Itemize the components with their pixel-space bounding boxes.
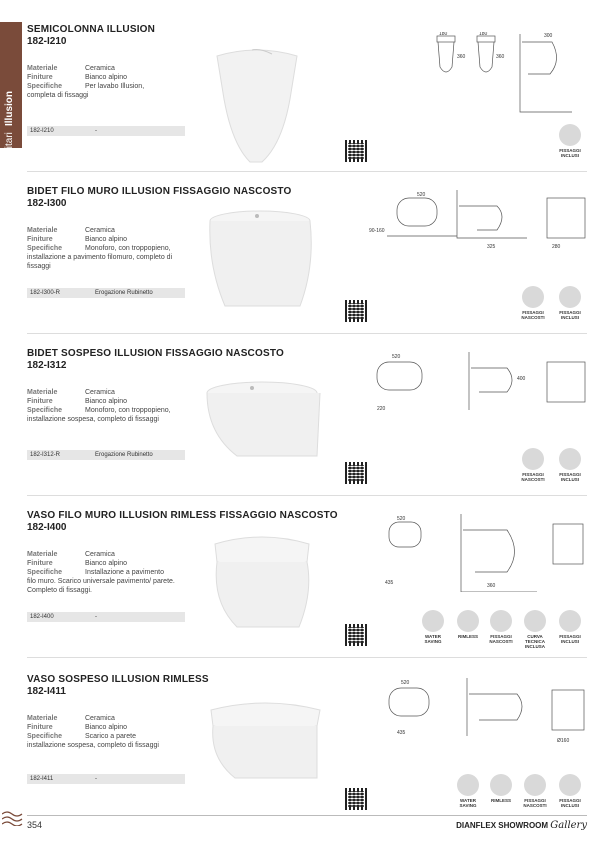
wrench-icon	[559, 610, 581, 632]
technical-drawing	[367, 676, 587, 756]
product-title: BIDET SOSPESO ILLUSION FISSAGGIO NASCOSTO	[27, 348, 284, 359]
side-tab-illusion: Illusion	[4, 91, 15, 126]
badge-rimless: RIMLESS	[455, 610, 481, 639]
qr-code[interactable]	[345, 140, 367, 162]
badge-water-saving: WATER SAVING	[455, 774, 481, 808]
badge-fissaggi-inclusi: FISSAGGI INCLUSI	[557, 610, 583, 644]
water-drop-icon	[422, 610, 444, 632]
product-specs: Materiale Ceramica Finiture Bianco alpino Specifiche Monoforo, con troppopieno, installazione sospesa, completo di fissaggi	[27, 389, 171, 423]
svg-text:520: 520	[417, 192, 426, 198]
hidden-fixing-icon	[524, 774, 546, 796]
hidden-fixing-icon	[522, 448, 544, 470]
svg-text:520: 520	[397, 516, 406, 522]
product-title: VASO FILO MURO ILLUSION RIMLESS FISSAGGIO NASCOSTO	[27, 510, 338, 521]
qr-code[interactable]	[345, 788, 367, 810]
semicolonna-image	[212, 44, 302, 164]
badge-fissaggi-inclusi: FISSAGGI INCLUSI	[557, 774, 583, 808]
badge-fissaggi-nascosti: FISSAGGI NASCOSTI	[488, 610, 514, 644]
product-section	[27, 348, 587, 493]
product-title: BIDET FILO MURO ILLUSION FISSAGGIO NASCOSTO	[27, 186, 292, 197]
code-bar: 182-I400 -	[27, 612, 185, 622]
curve-pipe-icon	[524, 610, 546, 632]
svg-text:220: 220	[377, 406, 386, 412]
svg-text:435: 435	[397, 730, 406, 736]
badge-curva-tecnica: CURVA TECNICA INCLUSA	[522, 610, 548, 649]
product-specs: Materiale Ceramica Finiture Bianco alpino Specifiche Scarico a parete installazione sospesa, completo di fissaggi	[27, 715, 159, 749]
product-title: VASO SOSPESO ILLUSION RIMLESS	[27, 674, 209, 685]
product-code: 182-I300	[27, 198, 67, 209]
svg-text:280: 280	[552, 244, 561, 250]
product-code: 182-I312	[27, 360, 67, 371]
product-section	[27, 510, 587, 655]
vaso-sospeso-image	[205, 698, 325, 788]
svg-text:180: 180	[439, 32, 448, 37]
qr-code[interactable]	[345, 462, 367, 484]
code-bar: 182-I210 -	[27, 126, 185, 136]
qr-code[interactable]	[345, 624, 367, 646]
technical-drawing	[367, 512, 587, 592]
product-section	[27, 24, 587, 169]
water-drop-icon	[457, 774, 479, 796]
side-tab	[0, 22, 22, 166]
side-tab-sanitari: Sanitari	[4, 132, 15, 166]
product-code: 182-I400	[27, 522, 67, 533]
bidet-filo-muro-image	[205, 206, 315, 316]
page-number: 354	[27, 820, 43, 830]
hidden-fixing-icon	[490, 610, 512, 632]
product-section	[27, 674, 587, 814]
badge-fissaggi-inclusi: FISSAGGI INCLUSI	[557, 124, 583, 158]
bidet-sospeso-image	[202, 378, 327, 468]
product-specs: Materiale Ceramica Finiture Bianco alpino Specifiche Monoforo, con troppopieno, installazione a pavimento filomuro, completo di fissaggi	[27, 227, 173, 270]
wrench-icon	[559, 448, 581, 470]
svg-text:180: 180	[479, 32, 488, 37]
product-code: 182-I210	[27, 36, 67, 47]
product-title: SEMICOLONNA ILLUSION	[27, 24, 156, 35]
svg-text:360: 360	[487, 583, 496, 589]
product-specs: Materiale Ceramica Finiture Bianco alpino Specifiche Per lavabo Illusion, completa di fissaggi	[27, 65, 145, 99]
svg-text:325: 325	[487, 244, 496, 250]
brand-logo: DIANFLEX SHOWROOM Gallery	[456, 820, 587, 831]
vaso-filo-muro-image	[207, 532, 317, 632]
badge-fissaggi-inclusi: FISSAGGI INCLUSI	[557, 448, 583, 482]
wrench-icon	[559, 124, 581, 146]
badge-fissaggi-nascosti: FISSAGGI NASCOSTI	[522, 774, 548, 808]
badge-fissaggi-nascosti: FISSAGGI NASCOSTI	[520, 448, 546, 482]
code-bar: 182-I312-R Erogazione Rubinetto	[27, 450, 185, 460]
svg-text:300: 300	[544, 33, 553, 39]
code-bar: 182-I300-R Erogazione Rubinetto	[27, 288, 185, 298]
wave-logo-icon	[2, 810, 24, 826]
svg-text:360: 360	[496, 54, 505, 60]
wrench-icon	[559, 286, 581, 308]
product-code: 182-I411	[27, 686, 66, 697]
svg-text:520: 520	[401, 680, 410, 686]
svg-text:360: 360	[457, 54, 466, 60]
rimless-icon	[457, 610, 479, 632]
badge-fissaggi-inclusi: FISSAGGI INCLUSI	[557, 286, 583, 320]
svg-text:Ø160: Ø160	[557, 738, 570, 744]
technical-drawing	[367, 188, 587, 268]
product-specs: Materiale Ceramica Finiture Bianco alpino Specifiche Installazione a pavimento filo muro. Scarico universale pavimento/ parete. Completo di fissaggi.	[27, 551, 175, 594]
technical-drawing	[357, 350, 587, 430]
qr-code[interactable]	[345, 300, 367, 322]
product-section	[27, 186, 587, 331]
svg-text:520: 520	[392, 354, 401, 360]
badge-rimless: RIMLESS	[488, 774, 514, 803]
badge-fissaggi-nascosti: FISSAGGI NASCOSTI	[520, 286, 546, 320]
rimless-icon	[490, 774, 512, 796]
code-bar: 182-I411 -	[27, 774, 185, 784]
wrench-icon	[559, 774, 581, 796]
hidden-fixing-icon	[522, 286, 544, 308]
svg-text:400: 400	[517, 376, 526, 382]
svg-text:435: 435	[385, 580, 394, 586]
badge-water-saving: WATER SAVING	[420, 610, 446, 644]
svg-text:90-160: 90-160	[369, 228, 385, 234]
technical-drawing	[432, 32, 582, 122]
